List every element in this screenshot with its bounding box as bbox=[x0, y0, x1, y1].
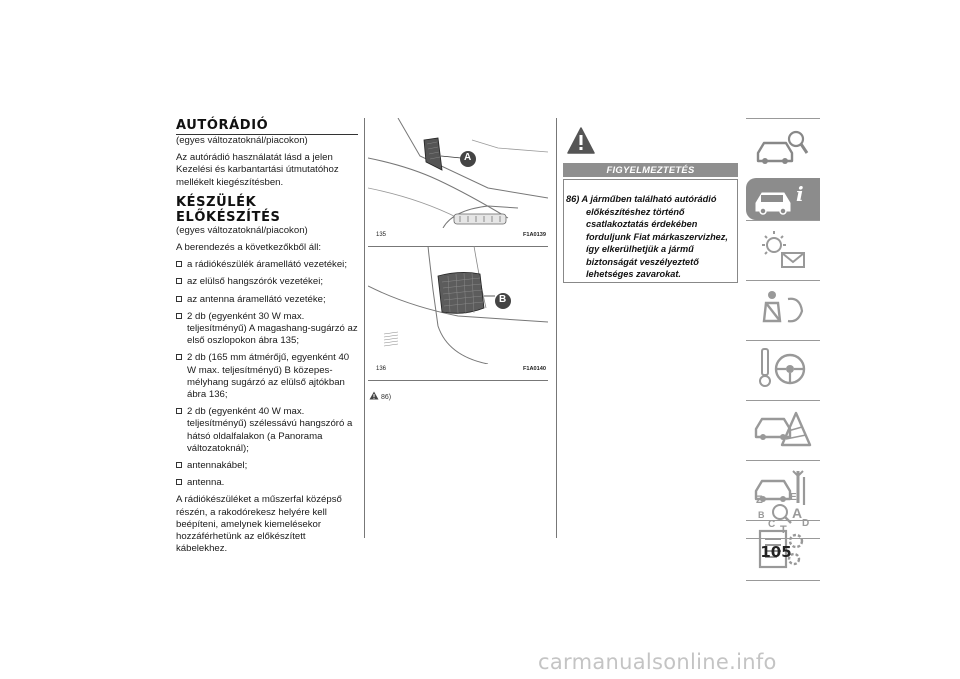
warning-line: így elkerülhetjük a jármű bbox=[586, 244, 694, 254]
callout-b-label: B bbox=[499, 294, 507, 305]
column-divider bbox=[556, 118, 557, 538]
sidebar-tab-car-overview[interactable] bbox=[746, 118, 820, 178]
warning-first-line: A járműben található autórádió bbox=[581, 194, 717, 204]
section-title-preparation: KÉSZÜLÉK ELŐKÉSZÍTÉS bbox=[176, 194, 281, 225]
checkbox-bullet-icon bbox=[176, 296, 182, 302]
car-info-icon bbox=[752, 181, 812, 217]
tweeter-illustration bbox=[368, 118, 548, 228]
list-item: 2 db (egyenként 30 W max. teljesítményű) A magashang-sugárzó az első oszlopokon ábra 135; bbox=[176, 311, 358, 348]
checkbox-bullet-icon bbox=[176, 278, 182, 284]
list-item: antenna. bbox=[176, 477, 358, 489]
main-text-column bbox=[176, 118, 358, 560]
car-warning-triangle-icon bbox=[752, 405, 812, 455]
components-intro: A berendezés a következőkből áll: bbox=[176, 242, 322, 254]
index-letter: C bbox=[768, 519, 776, 530]
index-letter: Z bbox=[756, 494, 763, 506]
figure-number: 136 bbox=[376, 366, 387, 372]
checkbox-bullet-icon bbox=[176, 408, 182, 414]
door-speaker-illustration bbox=[368, 246, 548, 364]
section-subtitle: (egyes változatoknál/piacokon) bbox=[176, 135, 308, 146]
sidebar-tab-car-info[interactable] bbox=[746, 178, 820, 220]
warning-text bbox=[566, 193, 738, 281]
checkbox-bullet-icon bbox=[176, 462, 182, 468]
index-letter: B bbox=[758, 510, 765, 520]
sidebar-tab-safety[interactable] bbox=[746, 280, 820, 340]
list-item: az elülső hangszórók vezetékei; bbox=[176, 276, 358, 288]
sidebar-tab-separator bbox=[746, 580, 820, 581]
checkbox-bullet-icon bbox=[176, 479, 182, 485]
warning-triangle-icon bbox=[566, 126, 596, 156]
warning-number: 86) bbox=[566, 194, 580, 204]
warning-line: biztonságát veszélyeztető bbox=[586, 256, 699, 267]
column-divider bbox=[364, 118, 365, 538]
sidebar-tab-alphabetical-index[interactable] bbox=[752, 492, 816, 538]
warning-line: előkészítéshez történő bbox=[586, 206, 685, 217]
figure-135 bbox=[368, 118, 548, 247]
watermark: carmanualsonline.info bbox=[538, 650, 777, 674]
index-letter: E bbox=[790, 492, 797, 503]
sidebar-tab-starting-driving[interactable] bbox=[746, 340, 820, 400]
warning-line: csatlakoztatás érdekében bbox=[586, 219, 698, 229]
figure-number: 135 bbox=[376, 232, 387, 238]
warning-line: lehetséges zavarokat. bbox=[586, 269, 681, 279]
list-item: 2 db (egyenként 40 W max. teljesítményű) szélessávú hangszóró a hátsó oldalfalakon (a Panorama változatoknál); bbox=[176, 406, 358, 455]
section-intro-paragraph: Az autórádió használatát lásd a jelen Kezelési és karbantartási útmutatóhoz mellékelt kiegészítésben. bbox=[176, 152, 339, 188]
key-steering-wheel-icon bbox=[752, 345, 812, 395]
section-subtitle: (egyes változatoknál/piacokon) bbox=[176, 224, 308, 236]
figure-code: F1A0139 bbox=[522, 232, 546, 238]
car-search-icon bbox=[752, 123, 812, 173]
warning-note-reference: 86) bbox=[369, 391, 391, 401]
installation-paragraph: A rádiókészüléket a műszerfal középső részén, a rakodórekesz helyére kell beépíteni, amelynek kiemelésekor hozzáférhetünk az előkészített kábelekhez. bbox=[176, 494, 342, 555]
index-letter: D bbox=[802, 518, 810, 529]
callout-a-label: A bbox=[464, 152, 472, 163]
page-number: 105 bbox=[760, 543, 792, 561]
sidebar-tab-emergency[interactable] bbox=[746, 400, 820, 460]
warning-triangle-icon bbox=[369, 391, 379, 400]
index-letter: A bbox=[792, 505, 803, 521]
checkbox-bullet-icon bbox=[176, 313, 182, 319]
figure-136 bbox=[368, 246, 548, 381]
svg-text:i: i bbox=[796, 182, 804, 206]
warning-line: forduljunk Fiat márkaszervizhez, bbox=[586, 231, 728, 242]
checkbox-bullet-icon bbox=[176, 261, 182, 267]
seatbelt-airbag-icon bbox=[752, 285, 812, 335]
checkbox-bullet-icon bbox=[176, 354, 182, 360]
sidebar-bottom-rule bbox=[746, 538, 820, 539]
lights-message-icon bbox=[752, 225, 812, 275]
section-title-car-radio: AUTÓRÁDIÓ bbox=[176, 118, 358, 135]
list-item: az antenna áramellátó vezetéke; bbox=[176, 294, 358, 306]
warning-heading-bar: FIGYELMEZTETÉS bbox=[563, 163, 738, 177]
list-item: a rádiókészülék áramellátó vezetékei; bbox=[176, 259, 358, 271]
list-item: antennakábel; bbox=[176, 460, 358, 472]
index-letter: T bbox=[780, 524, 787, 536]
components-list bbox=[176, 259, 358, 489]
sidebar-tab-lights-messages[interactable] bbox=[746, 220, 820, 280]
list-item: 2 db (165 mm átmérőjű, egyenként 40 W max. teljesítményű) B közepes-mélyhang sugárzó az elülső ajtókban ábra 136; bbox=[176, 352, 358, 401]
figure-code: F1A0140 bbox=[522, 366, 546, 372]
magnifier-icon bbox=[770, 502, 792, 524]
